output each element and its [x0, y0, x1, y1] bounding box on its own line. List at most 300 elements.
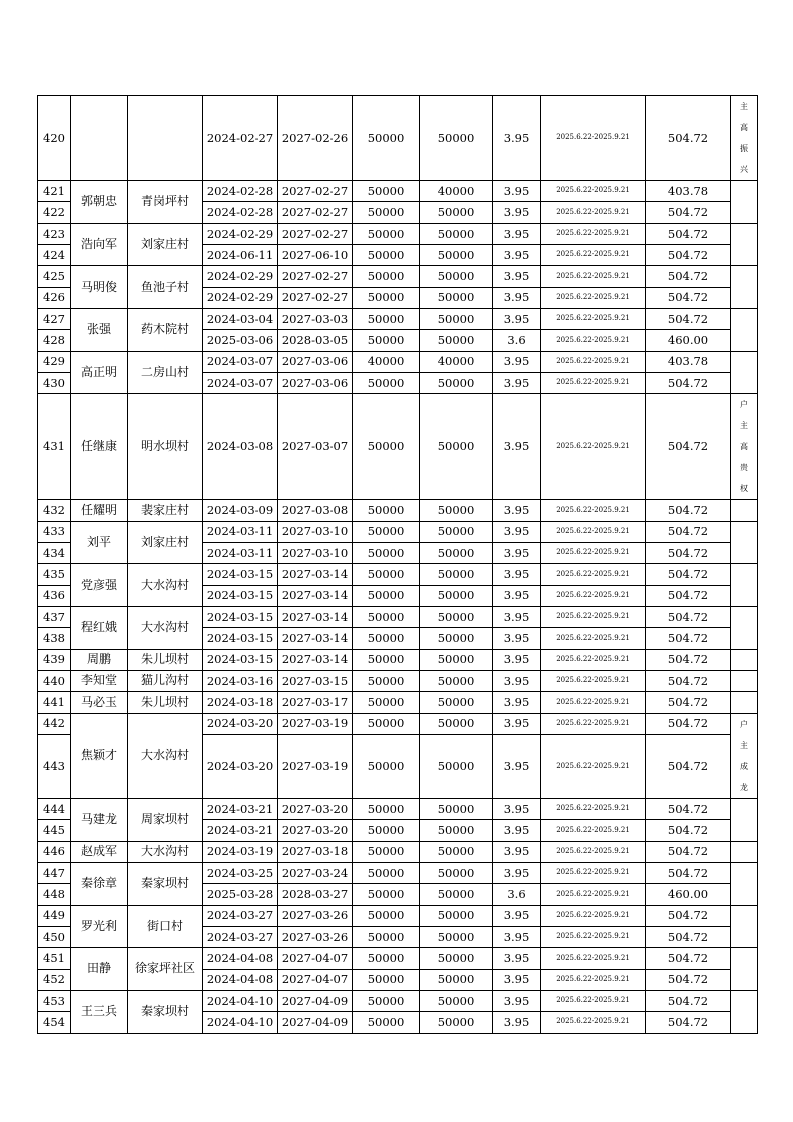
start-date-cell: 2024-03-18	[203, 692, 278, 713]
period-cell: 2025.6.22-2025.9.21	[541, 521, 646, 542]
interest-cell: 504.72	[646, 564, 731, 585]
rate-cell: 3.95	[493, 96, 541, 181]
amount-cell: 50000	[353, 308, 420, 329]
loan-balance-cell: 50000	[420, 394, 493, 500]
name-cell: 程红娥	[71, 606, 128, 649]
loan-balance-cell: 50000	[420, 585, 493, 606]
name-cell: 郭朝忠	[71, 181, 128, 224]
interest-cell: 504.72	[646, 798, 731, 819]
amount-cell: 50000	[353, 564, 420, 585]
remark-text: 户主成龙	[740, 719, 748, 792]
amount-cell: 50000	[353, 969, 420, 990]
loan-balance-cell: 50000	[420, 990, 493, 1011]
table-row	[38, 500, 758, 521]
interest-cell: 504.72	[646, 96, 731, 181]
amount-cell: 50000	[353, 223, 420, 244]
village-cell: 秦家坝村	[128, 862, 203, 905]
interest-cell: 460.00	[646, 884, 731, 905]
period-cell: 2025.6.22-2025.9.21	[541, 692, 646, 713]
interest-cell: 504.72	[646, 649, 731, 670]
row-number-cell: 421	[38, 181, 71, 202]
village-cell: 药木院村	[128, 308, 203, 351]
period-cell: 2025.6.22-2025.9.21	[541, 1012, 646, 1033]
table-row	[38, 798, 758, 819]
name-cell: 田静	[71, 948, 128, 991]
rate-cell: 3.95	[493, 628, 541, 649]
village-cell: 大水沟村	[128, 713, 203, 798]
row-number-cell: 452	[38, 969, 71, 990]
end-date-cell: 2027-03-26	[278, 926, 353, 947]
table-row	[38, 670, 758, 691]
period-cell: 2025.6.22-2025.9.21	[541, 351, 646, 372]
ledger-body	[38, 96, 758, 1034]
village-cell: 青岗坪村	[128, 181, 203, 224]
loan-balance-cell: 50000	[420, 223, 493, 244]
end-date-cell: 2027-03-20	[278, 820, 353, 841]
period-cell: 2025.6.22-2025.9.21	[541, 223, 646, 244]
village-cell: 刘家庄村	[128, 223, 203, 266]
rate-cell: 3.95	[493, 649, 541, 670]
row-number-cell: 439	[38, 649, 71, 670]
remark-cell	[731, 351, 758, 394]
rate-cell: 3.95	[493, 244, 541, 265]
remark-cell	[731, 564, 758, 607]
remark-cell	[731, 606, 758, 649]
interest-cell: 504.72	[646, 862, 731, 883]
amount-cell: 50000	[353, 500, 420, 521]
end-date-cell: 2027-04-09	[278, 990, 353, 1011]
row-number-cell: 427	[38, 308, 71, 329]
amount-cell: 50000	[353, 330, 420, 351]
rate-cell: 3.95	[493, 521, 541, 542]
loan-balance-cell: 40000	[420, 181, 493, 202]
interest-cell: 504.72	[646, 969, 731, 990]
remark-cell	[731, 521, 758, 564]
loan-balance-cell: 50000	[420, 287, 493, 308]
name-cell	[71, 96, 128, 181]
start-date-cell: 2024-04-08	[203, 969, 278, 990]
amount-cell: 50000	[353, 670, 420, 691]
start-date-cell: 2024-03-19	[203, 841, 278, 862]
village-cell: 徐家坪社区	[128, 948, 203, 991]
start-date-cell: 2024-02-29	[203, 266, 278, 287]
period-cell: 2025.6.22-2025.9.21	[541, 820, 646, 841]
loan-balance-cell: 40000	[420, 351, 493, 372]
loan-balance-cell: 50000	[420, 606, 493, 627]
start-date-cell: 2024-03-15	[203, 564, 278, 585]
end-date-cell: 2027-02-27	[278, 287, 353, 308]
row-number-cell: 435	[38, 564, 71, 585]
interest-cell: 504.72	[646, 926, 731, 947]
rate-cell: 3.95	[493, 670, 541, 691]
amount-cell: 50000	[353, 820, 420, 841]
period-cell: 2025.6.22-2025.9.21	[541, 713, 646, 734]
row-number-cell: 450	[38, 926, 71, 947]
interest-cell: 504.72	[646, 202, 731, 223]
interest-cell: 504.72	[646, 542, 731, 563]
interest-cell: 504.72	[646, 820, 731, 841]
end-date-cell: 2027-04-09	[278, 1012, 353, 1033]
amount-cell: 50000	[353, 1012, 420, 1033]
table-row	[38, 564, 758, 585]
row-number-cell: 446	[38, 841, 71, 862]
table-row	[38, 351, 758, 372]
remark-cell	[731, 308, 758, 351]
end-date-cell: 2027-02-27	[278, 223, 353, 244]
end-date-cell: 2027-02-27	[278, 181, 353, 202]
loan-balance-cell: 50000	[420, 798, 493, 819]
remark-cell	[731, 905, 758, 948]
remark-text: 户主高贵权	[740, 400, 748, 494]
loan-balance-cell: 50000	[420, 542, 493, 563]
row-number-cell: 454	[38, 1012, 71, 1033]
remark-cell	[731, 948, 758, 991]
remark-cell	[731, 394, 758, 500]
start-date-cell: 2024-02-27	[203, 96, 278, 181]
end-date-cell: 2027-03-14	[278, 649, 353, 670]
row-number-cell: 420	[38, 96, 71, 181]
name-cell: 李知堂	[71, 670, 128, 691]
period-cell: 2025.6.22-2025.9.21	[541, 542, 646, 563]
end-date-cell: 2027-02-26	[278, 96, 353, 181]
name-cell: 赵成军	[71, 841, 128, 862]
loan-balance-cell: 50000	[420, 926, 493, 947]
interest-cell: 460.00	[646, 330, 731, 351]
start-date-cell: 2024-03-21	[203, 820, 278, 841]
amount-cell: 50000	[353, 394, 420, 500]
row-number-cell: 433	[38, 521, 71, 542]
rate-cell: 3.95	[493, 820, 541, 841]
table-row	[38, 606, 758, 627]
end-date-cell: 2027-04-07	[278, 969, 353, 990]
amount-cell: 50000	[353, 542, 420, 563]
interest-cell: 504.72	[646, 287, 731, 308]
row-number-cell: 442	[38, 713, 71, 734]
row-number-cell: 425	[38, 266, 71, 287]
interest-cell: 504.72	[646, 692, 731, 713]
amount-cell: 50000	[353, 181, 420, 202]
amount-cell: 50000	[353, 692, 420, 713]
period-cell: 2025.6.22-2025.9.21	[541, 181, 646, 202]
remark-cell	[731, 500, 758, 521]
rate-cell: 3.95	[493, 798, 541, 819]
end-date-cell: 2027-03-06	[278, 351, 353, 372]
village-cell: 大水沟村	[128, 606, 203, 649]
end-date-cell: 2027-03-19	[278, 734, 353, 798]
start-date-cell: 2024-03-07	[203, 351, 278, 372]
loan-balance-cell: 50000	[420, 330, 493, 351]
period-cell: 2025.6.22-2025.9.21	[541, 948, 646, 969]
interest-cell: 504.72	[646, 905, 731, 926]
interest-cell: 504.72	[646, 372, 731, 393]
start-date-cell: 2024-03-07	[203, 372, 278, 393]
end-date-cell: 2027-03-26	[278, 905, 353, 926]
village-cell: 大水沟村	[128, 564, 203, 607]
interest-cell: 504.72	[646, 990, 731, 1011]
rate-cell: 3.95	[493, 202, 541, 223]
name-cell: 马建龙	[71, 798, 128, 841]
period-cell: 2025.6.22-2025.9.21	[541, 394, 646, 500]
rate-cell: 3.95	[493, 266, 541, 287]
loan-balance-cell: 50000	[420, 905, 493, 926]
amount-cell: 50000	[353, 990, 420, 1011]
start-date-cell: 2024-03-20	[203, 734, 278, 798]
amount-cell: 50000	[353, 372, 420, 393]
start-date-cell: 2024-03-09	[203, 500, 278, 521]
start-date-cell: 2024-03-15	[203, 585, 278, 606]
end-date-cell: 2027-03-07	[278, 394, 353, 500]
period-cell: 2025.6.22-2025.9.21	[541, 372, 646, 393]
rate-cell: 3.95	[493, 372, 541, 393]
village-cell: 鱼池子村	[128, 266, 203, 309]
period-cell: 2025.6.22-2025.9.21	[541, 287, 646, 308]
rate-cell: 3.95	[493, 351, 541, 372]
period-cell: 2025.6.22-2025.9.21	[541, 649, 646, 670]
rate-cell: 3.95	[493, 181, 541, 202]
table-row	[38, 266, 758, 287]
village-cell: 朱儿坝村	[128, 692, 203, 713]
name-cell: 任继康	[71, 394, 128, 500]
start-date-cell: 2024-04-10	[203, 990, 278, 1011]
start-date-cell: 2024-03-20	[203, 713, 278, 734]
table-row	[38, 692, 758, 713]
row-number-cell: 447	[38, 862, 71, 883]
remark-cell	[731, 649, 758, 670]
name-cell: 任耀明	[71, 500, 128, 521]
end-date-cell: 2027-03-20	[278, 798, 353, 819]
end-date-cell: 2027-03-14	[278, 628, 353, 649]
loan-balance-cell: 50000	[420, 202, 493, 223]
rate-cell: 3.95	[493, 394, 541, 500]
interest-cell: 403.78	[646, 351, 731, 372]
village-cell	[128, 96, 203, 181]
remark-cell	[731, 266, 758, 309]
loan-balance-cell: 50000	[420, 969, 493, 990]
remark-cell	[731, 96, 758, 181]
end-date-cell: 2027-03-17	[278, 692, 353, 713]
period-cell: 2025.6.22-2025.9.21	[541, 606, 646, 627]
rate-cell: 3.6	[493, 884, 541, 905]
loan-balance-cell: 50000	[420, 884, 493, 905]
start-date-cell: 2024-03-16	[203, 670, 278, 691]
row-number-cell: 428	[38, 330, 71, 351]
start-date-cell: 2024-03-11	[203, 521, 278, 542]
name-cell: 马明俊	[71, 266, 128, 309]
interest-cell: 504.72	[646, 734, 731, 798]
row-number-cell: 432	[38, 500, 71, 521]
table-row	[38, 990, 758, 1011]
end-date-cell: 2027-06-10	[278, 244, 353, 265]
interest-cell: 504.72	[646, 500, 731, 521]
row-number-cell: 451	[38, 948, 71, 969]
row-number-cell: 437	[38, 606, 71, 627]
end-date-cell: 2027-03-10	[278, 521, 353, 542]
interest-cell: 504.72	[646, 223, 731, 244]
remark-cell	[731, 862, 758, 905]
amount-cell: 50000	[353, 734, 420, 798]
rate-cell: 3.95	[493, 862, 541, 883]
end-date-cell: 2027-03-14	[278, 585, 353, 606]
village-cell: 周家坝村	[128, 798, 203, 841]
interest-cell: 504.72	[646, 585, 731, 606]
village-cell: 大水沟村	[128, 841, 203, 862]
loan-balance-cell: 50000	[420, 1012, 493, 1033]
period-cell: 2025.6.22-2025.9.21	[541, 841, 646, 862]
start-date-cell: 2024-02-28	[203, 202, 278, 223]
rate-cell: 3.95	[493, 308, 541, 329]
interest-cell: 504.72	[646, 948, 731, 969]
interest-cell: 504.72	[646, 606, 731, 627]
start-date-cell: 2024-03-15	[203, 628, 278, 649]
loan-balance-cell: 50000	[420, 244, 493, 265]
row-number-cell: 448	[38, 884, 71, 905]
row-number-cell: 453	[38, 990, 71, 1011]
period-cell: 2025.6.22-2025.9.21	[541, 926, 646, 947]
rate-cell: 3.95	[493, 606, 541, 627]
name-cell: 浩向军	[71, 223, 128, 266]
rate-cell: 3.95	[493, 564, 541, 585]
loan-balance-cell: 50000	[420, 628, 493, 649]
rate-cell: 3.6	[493, 330, 541, 351]
name-cell: 秦徐章	[71, 862, 128, 905]
period-cell: 2025.6.22-2025.9.21	[541, 798, 646, 819]
village-cell: 秦家坝村	[128, 990, 203, 1033]
amount-cell: 50000	[353, 713, 420, 734]
interest-cell: 504.72	[646, 713, 731, 734]
name-cell: 高正明	[71, 351, 128, 394]
name-cell: 王三兵	[71, 990, 128, 1033]
end-date-cell: 2028-03-27	[278, 884, 353, 905]
start-date-cell: 2024-04-08	[203, 948, 278, 969]
amount-cell: 40000	[353, 351, 420, 372]
name-cell: 刘平	[71, 521, 128, 564]
rate-cell: 3.95	[493, 905, 541, 926]
period-cell: 2025.6.22-2025.9.21	[541, 905, 646, 926]
end-date-cell: 2027-03-15	[278, 670, 353, 691]
loan-balance-cell: 50000	[420, 266, 493, 287]
rate-cell: 3.95	[493, 223, 541, 244]
start-date-cell: 2024-06-11	[203, 244, 278, 265]
interest-cell: 504.72	[646, 1012, 731, 1033]
interest-cell: 504.72	[646, 266, 731, 287]
period-cell: 2025.6.22-2025.9.21	[541, 734, 646, 798]
table-row	[38, 223, 758, 244]
name-cell: 马必玉	[71, 692, 128, 713]
row-number-cell: 434	[38, 542, 71, 563]
end-date-cell: 2028-03-05	[278, 330, 353, 351]
end-date-cell: 2027-03-14	[278, 564, 353, 585]
row-number-cell: 430	[38, 372, 71, 393]
rate-cell: 3.95	[493, 692, 541, 713]
end-date-cell: 2027-03-06	[278, 372, 353, 393]
remark-cell	[731, 990, 758, 1033]
period-cell: 2025.6.22-2025.9.21	[541, 564, 646, 585]
period-cell: 2025.6.22-2025.9.21	[541, 585, 646, 606]
rate-cell: 3.95	[493, 969, 541, 990]
end-date-cell: 2027-03-10	[278, 542, 353, 563]
rate-cell: 3.95	[493, 1012, 541, 1033]
interest-cell: 504.72	[646, 628, 731, 649]
end-date-cell: 2027-03-24	[278, 862, 353, 883]
loan-balance-cell: 50000	[420, 862, 493, 883]
start-date-cell: 2024-03-25	[203, 862, 278, 883]
start-date-cell: 2024-03-08	[203, 394, 278, 500]
row-number-cell: 423	[38, 223, 71, 244]
village-cell: 朱儿坝村	[128, 649, 203, 670]
amount-cell: 50000	[353, 948, 420, 969]
rate-cell: 3.95	[493, 287, 541, 308]
name-cell: 周鹏	[71, 649, 128, 670]
remark-cell	[731, 181, 758, 224]
interest-cell: 504.72	[646, 394, 731, 500]
row-number-cell: 431	[38, 394, 71, 500]
amount-cell: 50000	[353, 244, 420, 265]
period-cell: 2025.6.22-2025.9.21	[541, 330, 646, 351]
table-row	[38, 649, 758, 670]
loan-balance-cell: 50000	[420, 521, 493, 542]
table-row	[38, 394, 758, 500]
table-row	[38, 841, 758, 862]
end-date-cell: 2027-03-08	[278, 500, 353, 521]
amount-cell: 50000	[353, 884, 420, 905]
loan-balance-cell: 50000	[420, 649, 493, 670]
row-number-cell: 445	[38, 820, 71, 841]
end-date-cell: 2027-03-18	[278, 841, 353, 862]
village-cell: 裴家庄村	[128, 500, 203, 521]
end-date-cell: 2027-02-27	[278, 202, 353, 223]
loan-balance-cell: 50000	[420, 670, 493, 691]
loan-balance-cell: 50000	[420, 713, 493, 734]
loan-balance-cell: 50000	[420, 841, 493, 862]
interest-cell: 504.72	[646, 841, 731, 862]
interest-cell: 403.78	[646, 181, 731, 202]
rate-cell: 3.95	[493, 713, 541, 734]
name-cell: 罗光利	[71, 905, 128, 948]
period-cell: 2025.6.22-2025.9.21	[541, 202, 646, 223]
table-row	[38, 308, 758, 329]
period-cell: 2025.6.22-2025.9.21	[541, 862, 646, 883]
period-cell: 2025.6.22-2025.9.21	[541, 884, 646, 905]
end-date-cell: 2027-03-14	[278, 606, 353, 627]
start-date-cell: 2024-02-29	[203, 223, 278, 244]
row-number-cell: 441	[38, 692, 71, 713]
amount-cell: 50000	[353, 649, 420, 670]
start-date-cell: 2024-03-27	[203, 926, 278, 947]
period-cell: 2025.6.22-2025.9.21	[541, 670, 646, 691]
start-date-cell: 2024-03-11	[203, 542, 278, 563]
amount-cell: 50000	[353, 585, 420, 606]
interest-cell: 504.72	[646, 670, 731, 691]
start-date-cell: 2025-03-06	[203, 330, 278, 351]
amount-cell: 50000	[353, 628, 420, 649]
remark-cell	[731, 713, 758, 798]
table-row	[38, 948, 758, 969]
period-cell: 2025.6.22-2025.9.21	[541, 308, 646, 329]
amount-cell: 50000	[353, 606, 420, 627]
loan-balance-cell: 50000	[420, 692, 493, 713]
remark-cell	[731, 670, 758, 691]
village-cell: 街口村	[128, 905, 203, 948]
table-row	[38, 862, 758, 883]
start-date-cell: 2024-02-28	[203, 181, 278, 202]
row-number-cell: 443	[38, 734, 71, 798]
period-cell: 2025.6.22-2025.9.21	[541, 628, 646, 649]
end-date-cell: 2027-02-27	[278, 266, 353, 287]
loan-balance-cell: 50000	[420, 500, 493, 521]
amount-cell: 50000	[353, 287, 420, 308]
period-cell: 2025.6.22-2025.9.21	[541, 266, 646, 287]
loan-balance-cell: 50000	[420, 820, 493, 841]
